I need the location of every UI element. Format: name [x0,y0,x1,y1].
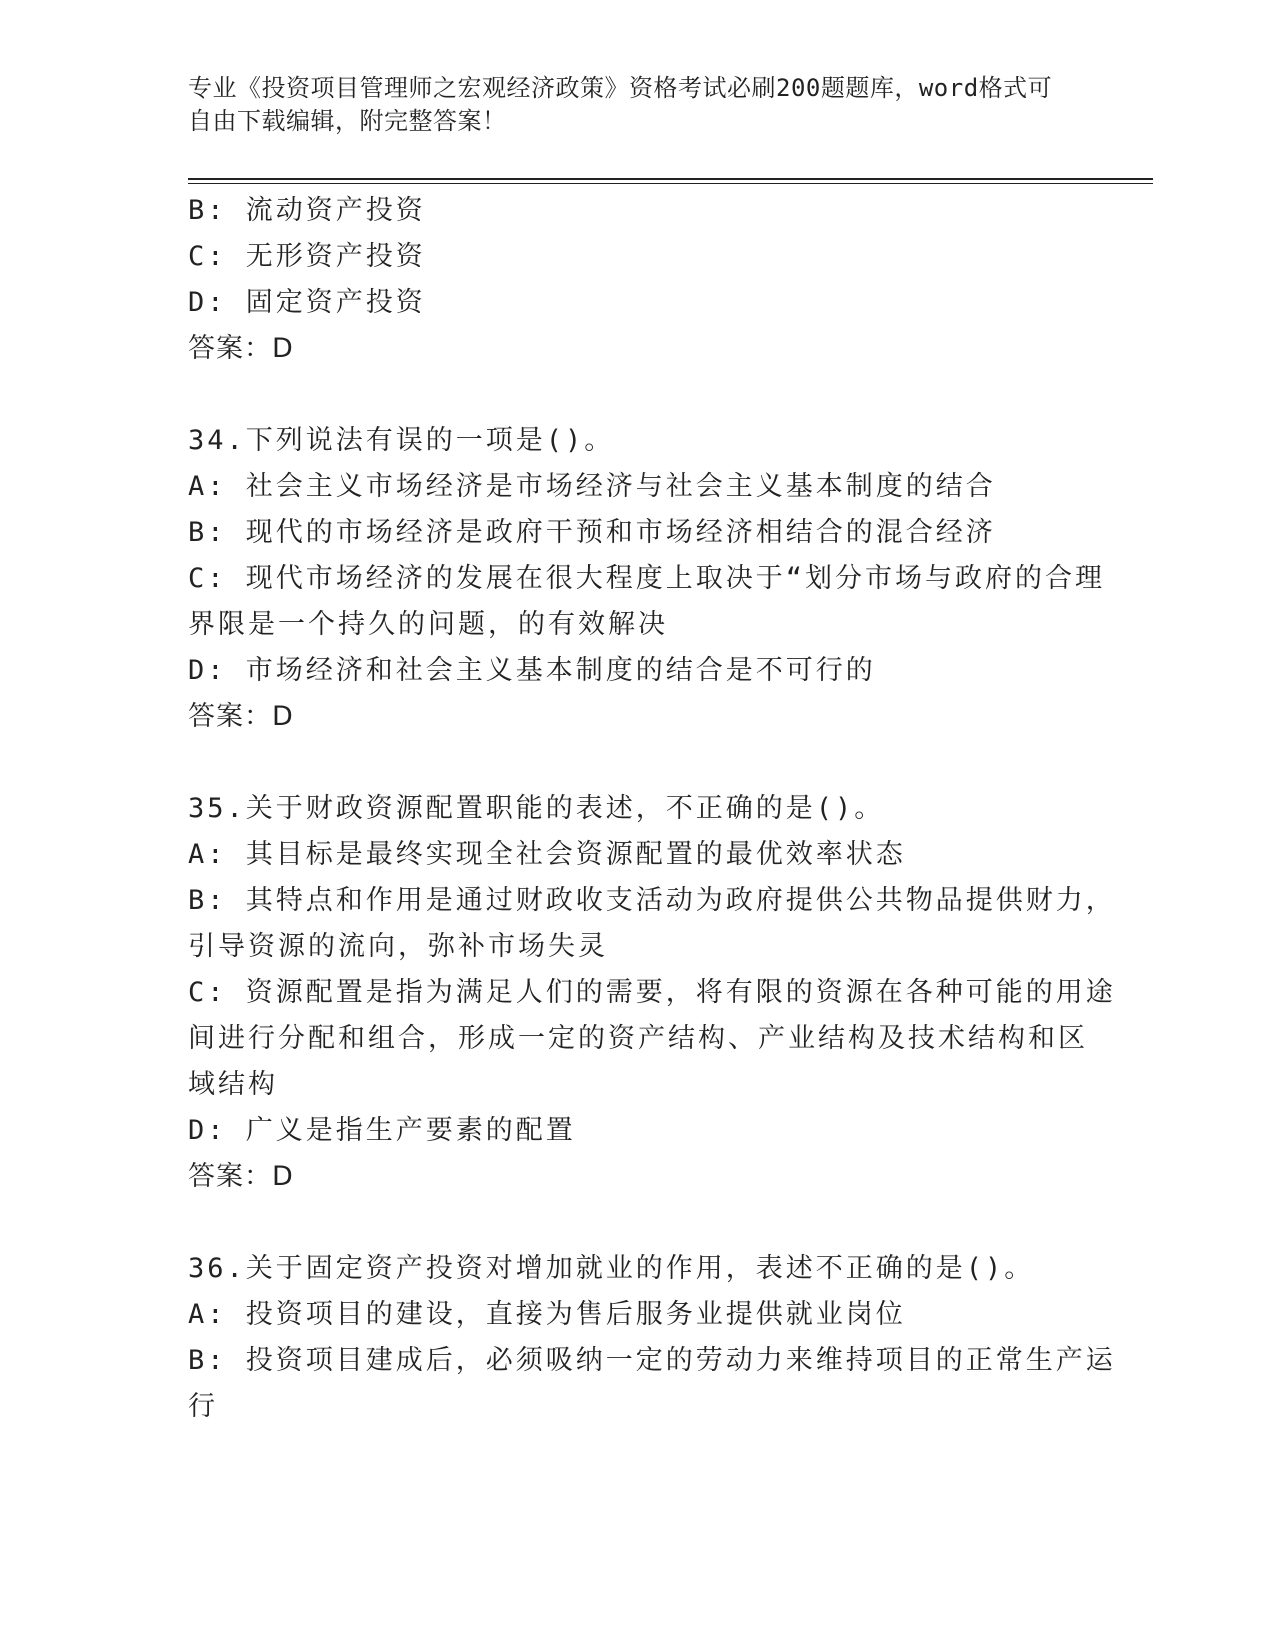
option-b: B: 投资项目建成后，必须吸纳一定的劳动力来维持项目的正常生产运 [188,1345,1116,1376]
option-a: A: 其目标是最终实现全社会资源配置的最优效率状态 [188,839,906,870]
option-c: C: 无形资产投资 [188,241,426,272]
option-a: A: 投资项目的建设，直接为售后服务业提供就业岗位 [188,1299,906,1330]
spacer [188,1200,1088,1246]
option-d: D: 市场经济和社会主义基本制度的结合是不可行的 [188,655,876,686]
option-d: D: 广义是指生产要素的配置 [188,1115,576,1146]
option-c-continued-2: 域结构 [188,1069,278,1100]
option-a: A: 社会主义市场经济是市场经济与社会主义基本制度的结合 [188,471,996,502]
question-stem: 36.关于固定资产投资对增加就业的作用，表述不正确的是()。 [188,1253,1035,1284]
question-stem: 35.关于财政资源配置职能的表述，不正确的是()。 [188,793,885,824]
question-block-33 [188,188,1088,372]
option-b: B: 其特点和作用是通过财政收支活动为政府提供公共物品提供财力， [188,885,1116,916]
option-c: C: 资源配置是指为满足人们的需要，将有限的资源在各种可能的用途 [188,977,1116,1008]
page-header [188,72,1088,138]
question-block-36 [188,1246,1116,1430]
header-title-line-1: 专业《投资项目管理师之宏观经济政策》资格考试必刷200题题库，word格式可 [188,74,1053,102]
question-content [188,188,1116,1430]
option-b: B: 流动资产投资 [188,195,426,226]
option-d: D: 固定资产投资 [188,287,426,318]
answer-line: 答案：D [188,1161,294,1192]
option-c-continued: 间进行分配和组合，形成一定的资产结构、产业结构及技术结构和区 [188,1023,1088,1054]
question-stem: 34.下列说法有误的一项是()。 [188,425,615,456]
question-block-34 [188,418,1106,740]
header-title-line-2: 自由下载编辑，附完整答案！ [188,107,507,135]
option-b-continued: 引导资源的流向，弥补市场失灵 [188,931,608,962]
question-block-35 [188,786,1116,1200]
option-b: B: 现代的市场经济是政府干预和市场经济相结合的混合经济 [188,517,996,548]
answer-line: 答案：D [188,333,294,364]
option-b-continued: 行 [188,1391,218,1422]
header-rule-thick [188,178,1153,180]
header-rule-thin [188,183,1153,184]
answer-line: 答案：D [188,701,294,732]
spacer [188,740,1088,786]
spacer [188,372,1088,418]
option-c-continued: 界限是一个持久的问题，的有效解决 [188,609,668,640]
option-c: C: 现代市场经济的发展在很大程度上取决于“划分市场与政府的合理 [188,563,1106,594]
